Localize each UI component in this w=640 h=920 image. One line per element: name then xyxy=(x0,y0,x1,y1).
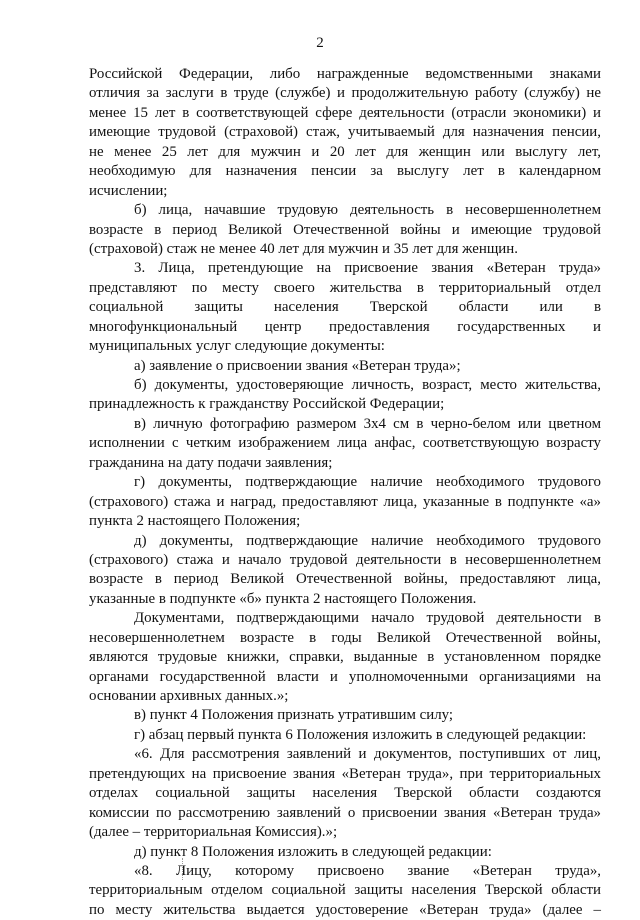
text-line: необходимую для назначения пенсии за выслугу лет в календарном xyxy=(89,163,601,180)
text-line: в) пункт 4 Положения признать утратившим силу; xyxy=(134,707,454,724)
document-body xyxy=(89,65,601,920)
text-line: отделах социальной защиты населения Тверской области создаются xyxy=(89,785,601,802)
text-line: претендующих на присвоение звания «Ветеран труда», при территориальных xyxy=(89,765,601,782)
text-line: (страховой) стаж не менее 40 лет для мужчин и 35 лет для женщин. xyxy=(89,240,518,257)
text-line: территориальным отделом социальной защиты населения Тверской области xyxy=(89,882,601,899)
text-line: возрасте в период Великой Отечественной войны и имеющие трудовой xyxy=(89,221,601,238)
text-line: в) личную фотографию размером 3х4 см в черно-белом или цветном xyxy=(134,415,601,432)
text-line: отличия за заслуги в труде (службе) и продолжительную работу (службу) не xyxy=(89,85,601,102)
text-line: 3. Лица, претендующие на присвоение звания «Ветеран труда» xyxy=(134,260,601,277)
text-line: являются трудовые книжки, справки, выданные в установленном порядке xyxy=(89,649,601,666)
text-line: менее 15 лет в соответствующей сфере деятельности (отрасли экономики) и xyxy=(89,104,601,121)
text-line: не менее 25 лет для мужчин и 20 лет для женщин или выслугу лет, xyxy=(89,143,601,160)
text-line: Документами, подтверждающими начало трудовой деятельности в xyxy=(134,610,601,627)
text-line: гражданина на дату подачи заявления; xyxy=(89,454,333,471)
text-line: (страхового) стажа и наград, предоставляют лица, указанные в подпункте «а» xyxy=(89,493,601,510)
text-line: «8. Лицу, которому присвоено звание «Ветеран труда», xyxy=(134,862,601,879)
text-line: г) документы, подтверждающие наличие необходимого трудового xyxy=(134,474,601,491)
text-line: Российской Федерации, либо награжденные ведомственными знаками xyxy=(89,66,601,82)
text-line: а) заявление о присвоении звания «Ветеран труда»; xyxy=(134,357,461,374)
text-line: возрасте в период Великой Отечественной войны, предоставляют лица, xyxy=(89,571,601,588)
text-line: основании архивных данных.»; xyxy=(89,688,289,704)
text-line: (далее – территориальная Комиссия).»; xyxy=(89,824,338,841)
text-line: б) лица, начавшие трудовую деятельность в несовершеннолетнем xyxy=(134,202,601,219)
text-line: исполнении с четким изображением лица анфас, соответствующую возрасту xyxy=(89,435,601,452)
text-line: г) абзац первый пункта 6 Положения изложить в следующей редакции: xyxy=(134,726,587,743)
text-line: (страхового) стажа и начало трудовой деятельности в несовершеннолетнем xyxy=(89,551,601,568)
text-line: д) пункт 8 Положения изложить в следующей редакции: xyxy=(134,843,492,860)
text-line: исчислении; xyxy=(89,182,168,199)
text-line: б) документы, удостоверяющие личность, возраст, место жительства, xyxy=(134,377,601,393)
page-number: 2 xyxy=(316,35,324,51)
text-line: д) документы, подтверждающие наличие необходимого трудового xyxy=(134,532,601,549)
text-line: несовершеннолетнем возрасте в годы Великой Отечественной войны, xyxy=(89,629,601,646)
text-line: пункта 2 настоящего Положения; xyxy=(89,513,301,530)
text-line: многофункциональный центр предоставления государственных и xyxy=(89,318,601,335)
text-line: представляют по месту своего жительства в территориальный отдел xyxy=(89,279,601,296)
text-line: органами государственной власти и уполномоченными организациями на xyxy=(89,668,601,685)
text-line: имеющие трудовой (страховой) стаж, учитываемый для назначения пенсии, xyxy=(89,124,601,141)
text-line: социальной защиты населения Тверской области или в xyxy=(89,299,601,316)
text-line: указанные в подпункте «б» пункта 2 настоящего Положения. xyxy=(89,590,477,607)
text-line: по месту жительства выдается удостоверение «Ветеран труда» (далее – xyxy=(89,901,601,918)
text-line: «6. Для рассмотрения заявлений и документов, поступивших от лиц, xyxy=(134,746,601,763)
text-line: муниципальных услуг следующие документы: xyxy=(89,338,385,355)
text-line: комиссии по рассмотрению заявлений о присвоении звания «Ветеран труда» xyxy=(89,804,601,821)
text-line: принадлежность к гражданству Российской Федерации; xyxy=(89,396,445,413)
scan-artifact xyxy=(182,858,184,880)
